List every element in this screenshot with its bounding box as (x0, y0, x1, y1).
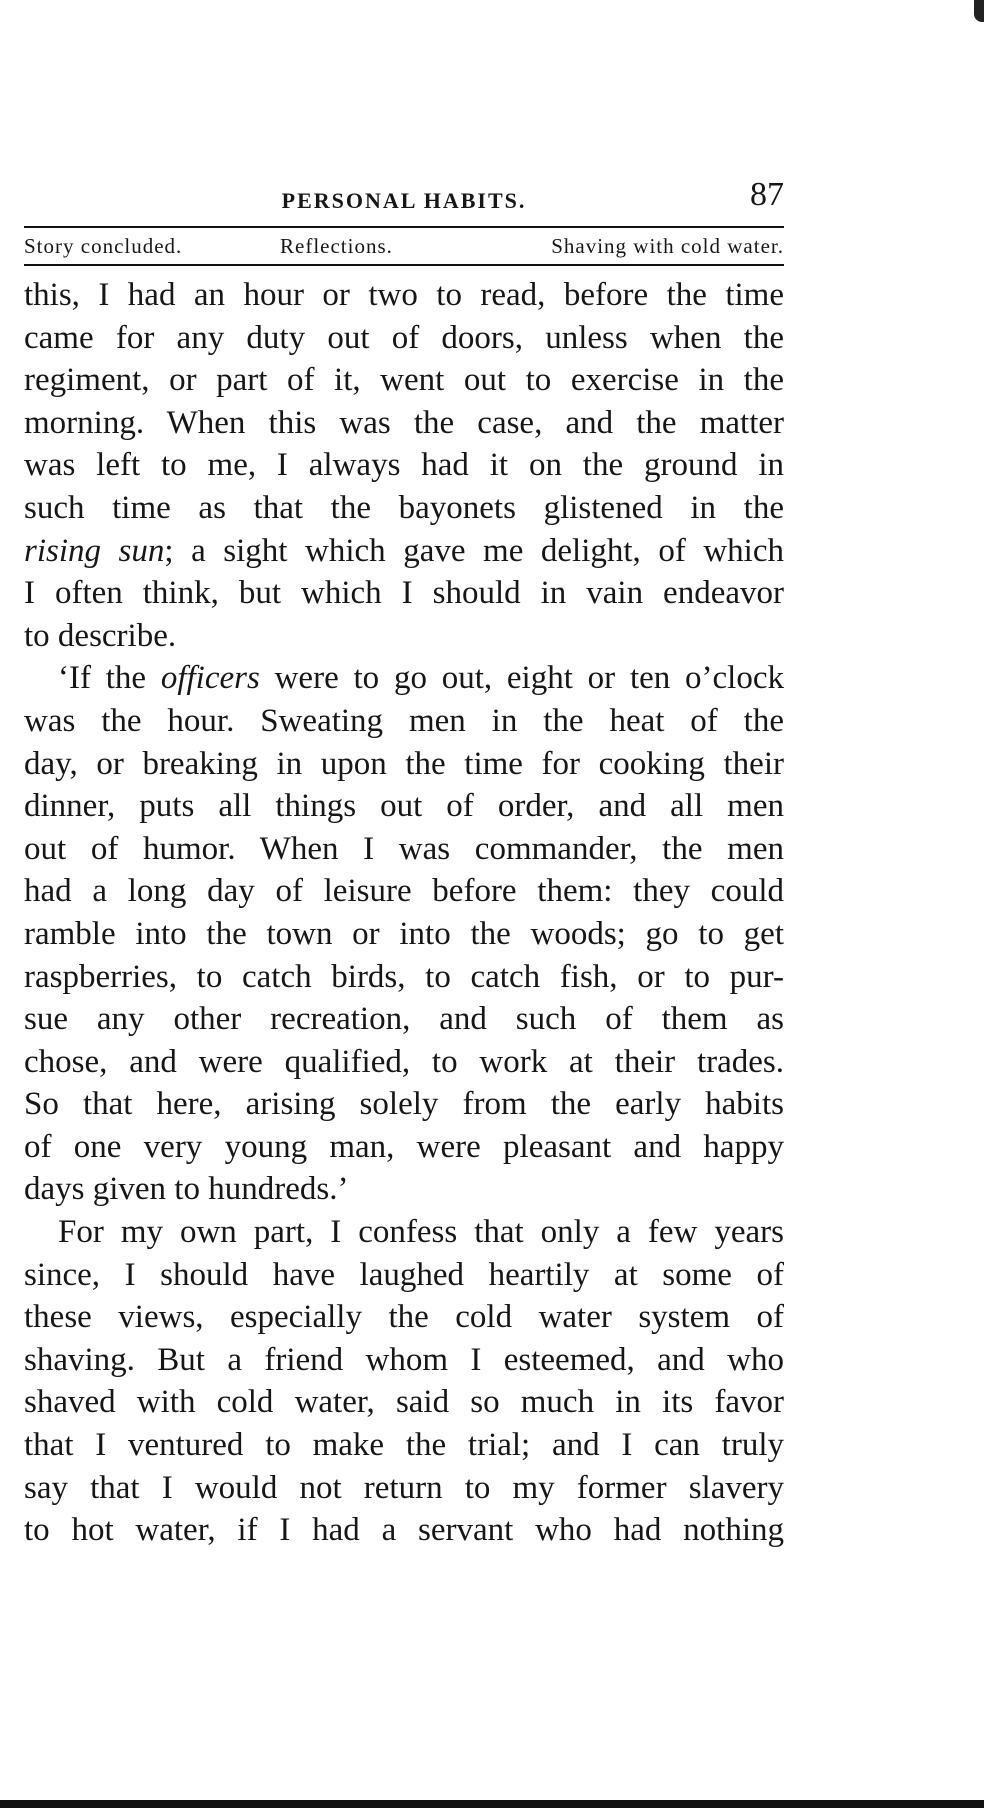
text-line: I often think, but which I should in vain endeavor (24, 575, 784, 612)
text-line: these views, especially the cold water system of (24, 1299, 784, 1336)
text-line: of one very young man, were pleasant and happy (24, 1128, 784, 1165)
text-line: regiment, or part of it, went out to exercise in the (24, 362, 784, 399)
topic-reflections: Reflections. (280, 234, 393, 258)
text-line: such time as that the bayonets glistened in the (24, 489, 784, 526)
text-line: out of humor. When I was commander, the men (24, 830, 784, 867)
text-line: since, I should have laughed heartily at some of (24, 1256, 784, 1293)
text-line: was the hour. Sweating men in the heat of the (24, 702, 784, 739)
text-line: this, I had an hour or two to read, before the time (24, 277, 784, 313)
text-line: raspberries, to catch birds, to catch fish, or to pur- (24, 958, 784, 995)
body-text (24, 274, 784, 1552)
text-line: days given to hundreds.’ (24, 1171, 349, 1208)
page-bottom-edge (0, 1800, 984, 1808)
header-rule-bottom (24, 264, 784, 266)
header-rule-top (24, 226, 784, 228)
text-line: For my own part, I confess that only a few years (58, 1214, 784, 1251)
text-line: that I ventured to make the trial; and I can truly (24, 1427, 784, 1464)
text-line: to describe. (24, 617, 177, 654)
page-number: 87 (750, 176, 784, 213)
text-line: dinner, puts all things out of order, and all men (24, 788, 784, 825)
emphasized-text: officers (160, 660, 260, 697)
text-line: day, or breaking in upon the time for cooking their (24, 745, 784, 782)
text-line: shaving. But a friend whom I esteemed, and who (24, 1341, 784, 1378)
page-corner-mark (974, 0, 984, 22)
text-line: morning. When this was the case, and the matter (24, 404, 784, 441)
text-line: say that I would not return to my former slavery (24, 1469, 784, 1506)
text-line: came for any duty out of doors, unless when the (24, 319, 784, 356)
text-line: to hot water, if I had a servant who had nothing (24, 1512, 784, 1549)
paragraph-2 (24, 657, 784, 1211)
running-head (24, 176, 784, 216)
text-line: So that here, arising solely from the early habits (24, 1086, 784, 1123)
text-line: sue any other recreation, and such of them as (24, 1001, 784, 1038)
text-line: ‘If the officers were to go out, eight or ten o’clock (58, 660, 784, 697)
text-line: rising sun; a sight which gave me delight, of which (24, 532, 784, 569)
text-line: chose, and were qualified, to work at their trades. (24, 1043, 784, 1080)
emphasized-text: rising sun (24, 532, 165, 569)
running-title: PERSONAL HABITS. (281, 188, 527, 213)
text-line: had a long day of leisure before them: they could (24, 873, 784, 910)
paragraph-1 (24, 274, 784, 657)
text-line: shaved with cold water, said so much in its favor (24, 1384, 784, 1421)
text-line: was left to me, I always had it on the ground in (24, 447, 784, 484)
topic-line (24, 232, 784, 262)
paragraph-3 (24, 1211, 784, 1552)
topic-story-concluded: Story concluded. (24, 234, 183, 258)
text-line: ramble into the town or into the woods; go to get (24, 915, 784, 952)
topic-shaving-cold-water: Shaving with cold water. (551, 234, 784, 258)
